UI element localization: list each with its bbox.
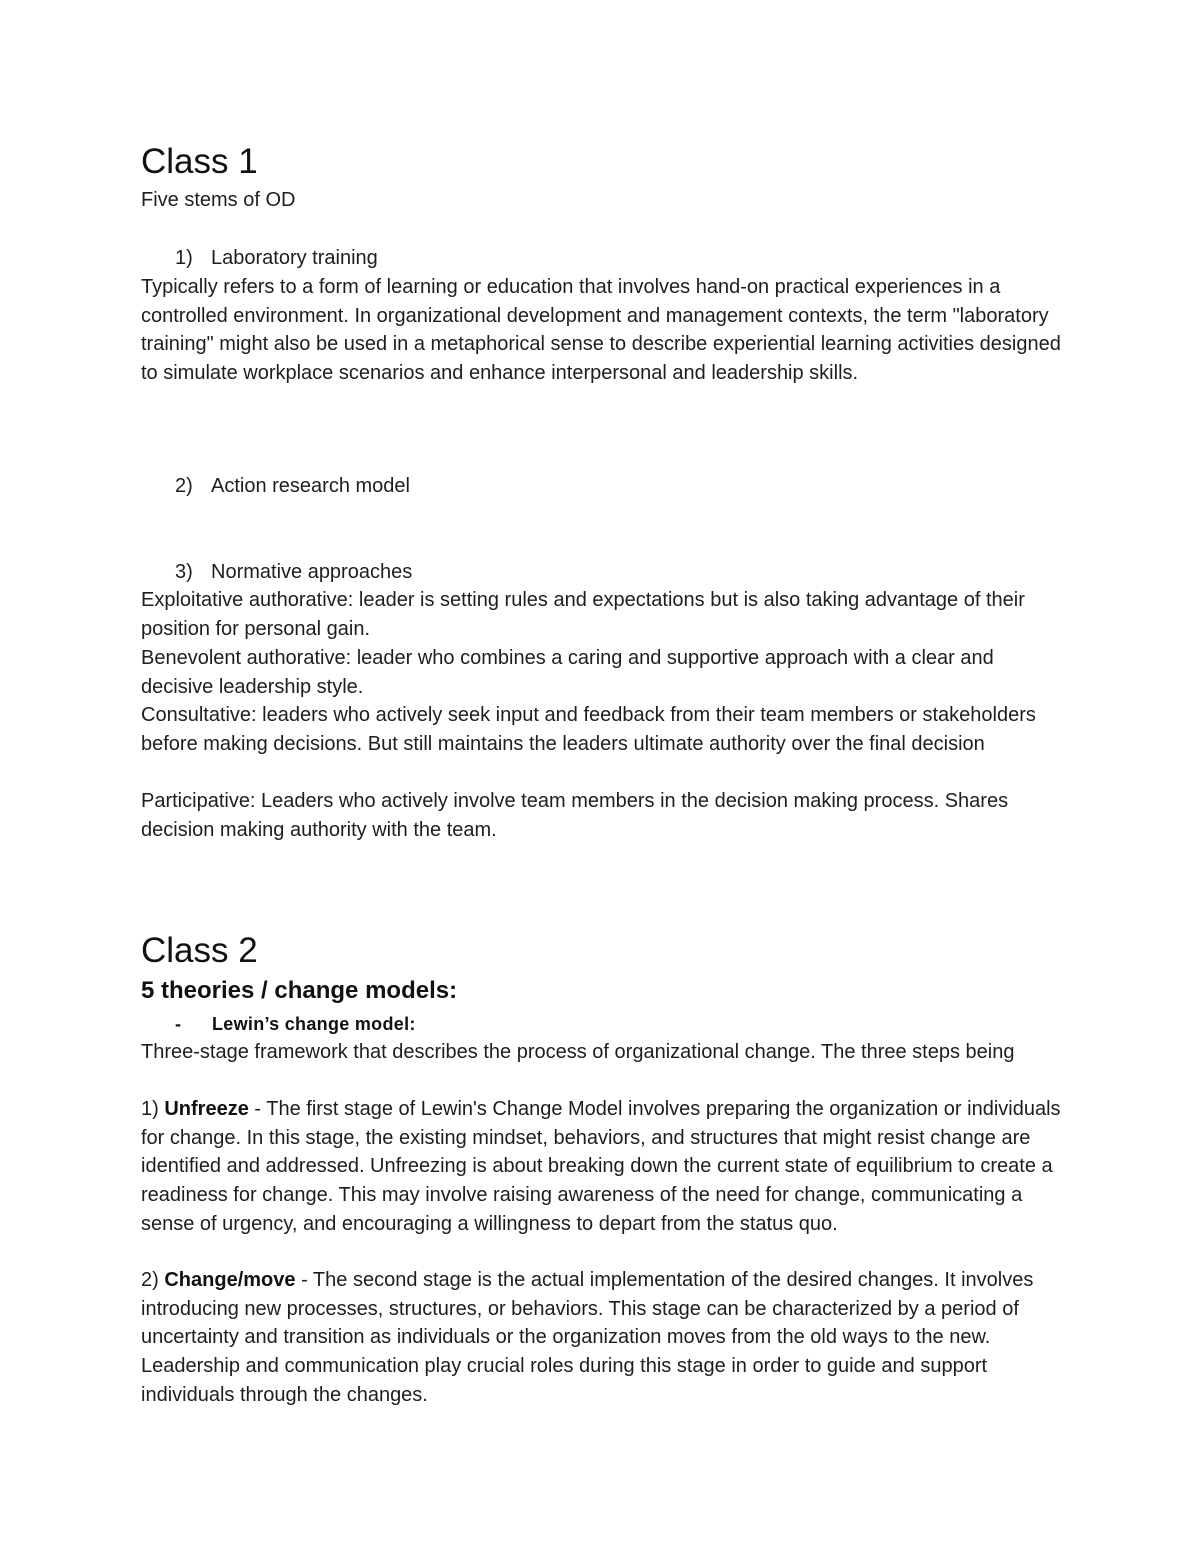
consultative-text: Consultative: leaders who actively seek input and feedback from their team members or stakeholders before making decisions. But still maintains the leaders ultimate authority over the final decision — [141, 704, 1036, 755]
list-item-label: Laboratory training — [211, 247, 378, 269]
list-item-label: Action research model — [211, 475, 410, 497]
step-term-change-move: Change/move — [164, 1269, 296, 1291]
step-change-move — [141, 1266, 1061, 1410]
step-description: - The first stage of Lewin's Change Model involves preparing the organization or individuals for change. In this stage, the existing mindset, behaviors, and structures that might resist change are identified and addressed. Unfreezing is about breaking down the current state of equilibrium to create a readiness for change. This may involve raising awareness of the need for change, communicating a sense of urgency, and encouraging a willingness to depart from the status quo. — [141, 1098, 1061, 1235]
theories-subheading: 5 theories / change models: — [141, 977, 458, 1004]
list-number: 3) — [175, 561, 193, 583]
list-number: 2) — [175, 475, 193, 497]
step-number: 2) — [141, 1269, 159, 1291]
step-number: 1) — [141, 1098, 159, 1120]
laboratory-training-description: Typically refers to a form of learning or education that involves hand-on practical experiences in a controlled environment. In organizational development and management contexts, the term "laboratory training" might also be used in a metaphorical sense to describe experiential learning activities designed to simulate workplace scenarios and enhance interpersonal and leadership skills. — [141, 276, 1061, 385]
list-item-label: Normative approaches — [211, 561, 413, 583]
class-2-heading: Class 2 — [141, 931, 258, 970]
class-1-heading: Class 1 — [141, 142, 258, 181]
list-number: 1) — [175, 247, 193, 269]
participative-text: Participative: Leaders who actively involve team members in the decision making process. Shares decision making authority with the team. — [141, 790, 1009, 841]
five-stems-intro: Five stems of OD — [141, 189, 296, 211]
three-stage-framework-text: Three-stage framework that describes the process of organizational change. The three steps being — [141, 1041, 1015, 1063]
bullet-label: Lewin’s change model: — [212, 1014, 416, 1034]
step-unfreeze — [141, 1095, 1061, 1239]
bullet-marker: - — [175, 1014, 181, 1034]
step-description: - The second stage is the actual implementation of the desired changes. It involves introducing new processes, structures, or behaviors. This stage can be characterized by a period of uncertainty and transition as individuals or the organization moves from the old ways to the new. Leadership and communication play crucial roles during this stage in order to guide and support individuals through the changes. — [141, 1269, 1034, 1406]
step-term-unfreeze: Unfreeze — [164, 1098, 249, 1120]
benevolent-authorative-text: Benevolent authorative: leader who combines a caring and supportive approach with a clear and decisive leadership style. — [141, 647, 994, 698]
exploitative-authorative-text: Exploitative authorative: leader is setting rules and expectations but is also taking advantage of their position for personal gain. — [141, 589, 1025, 640]
